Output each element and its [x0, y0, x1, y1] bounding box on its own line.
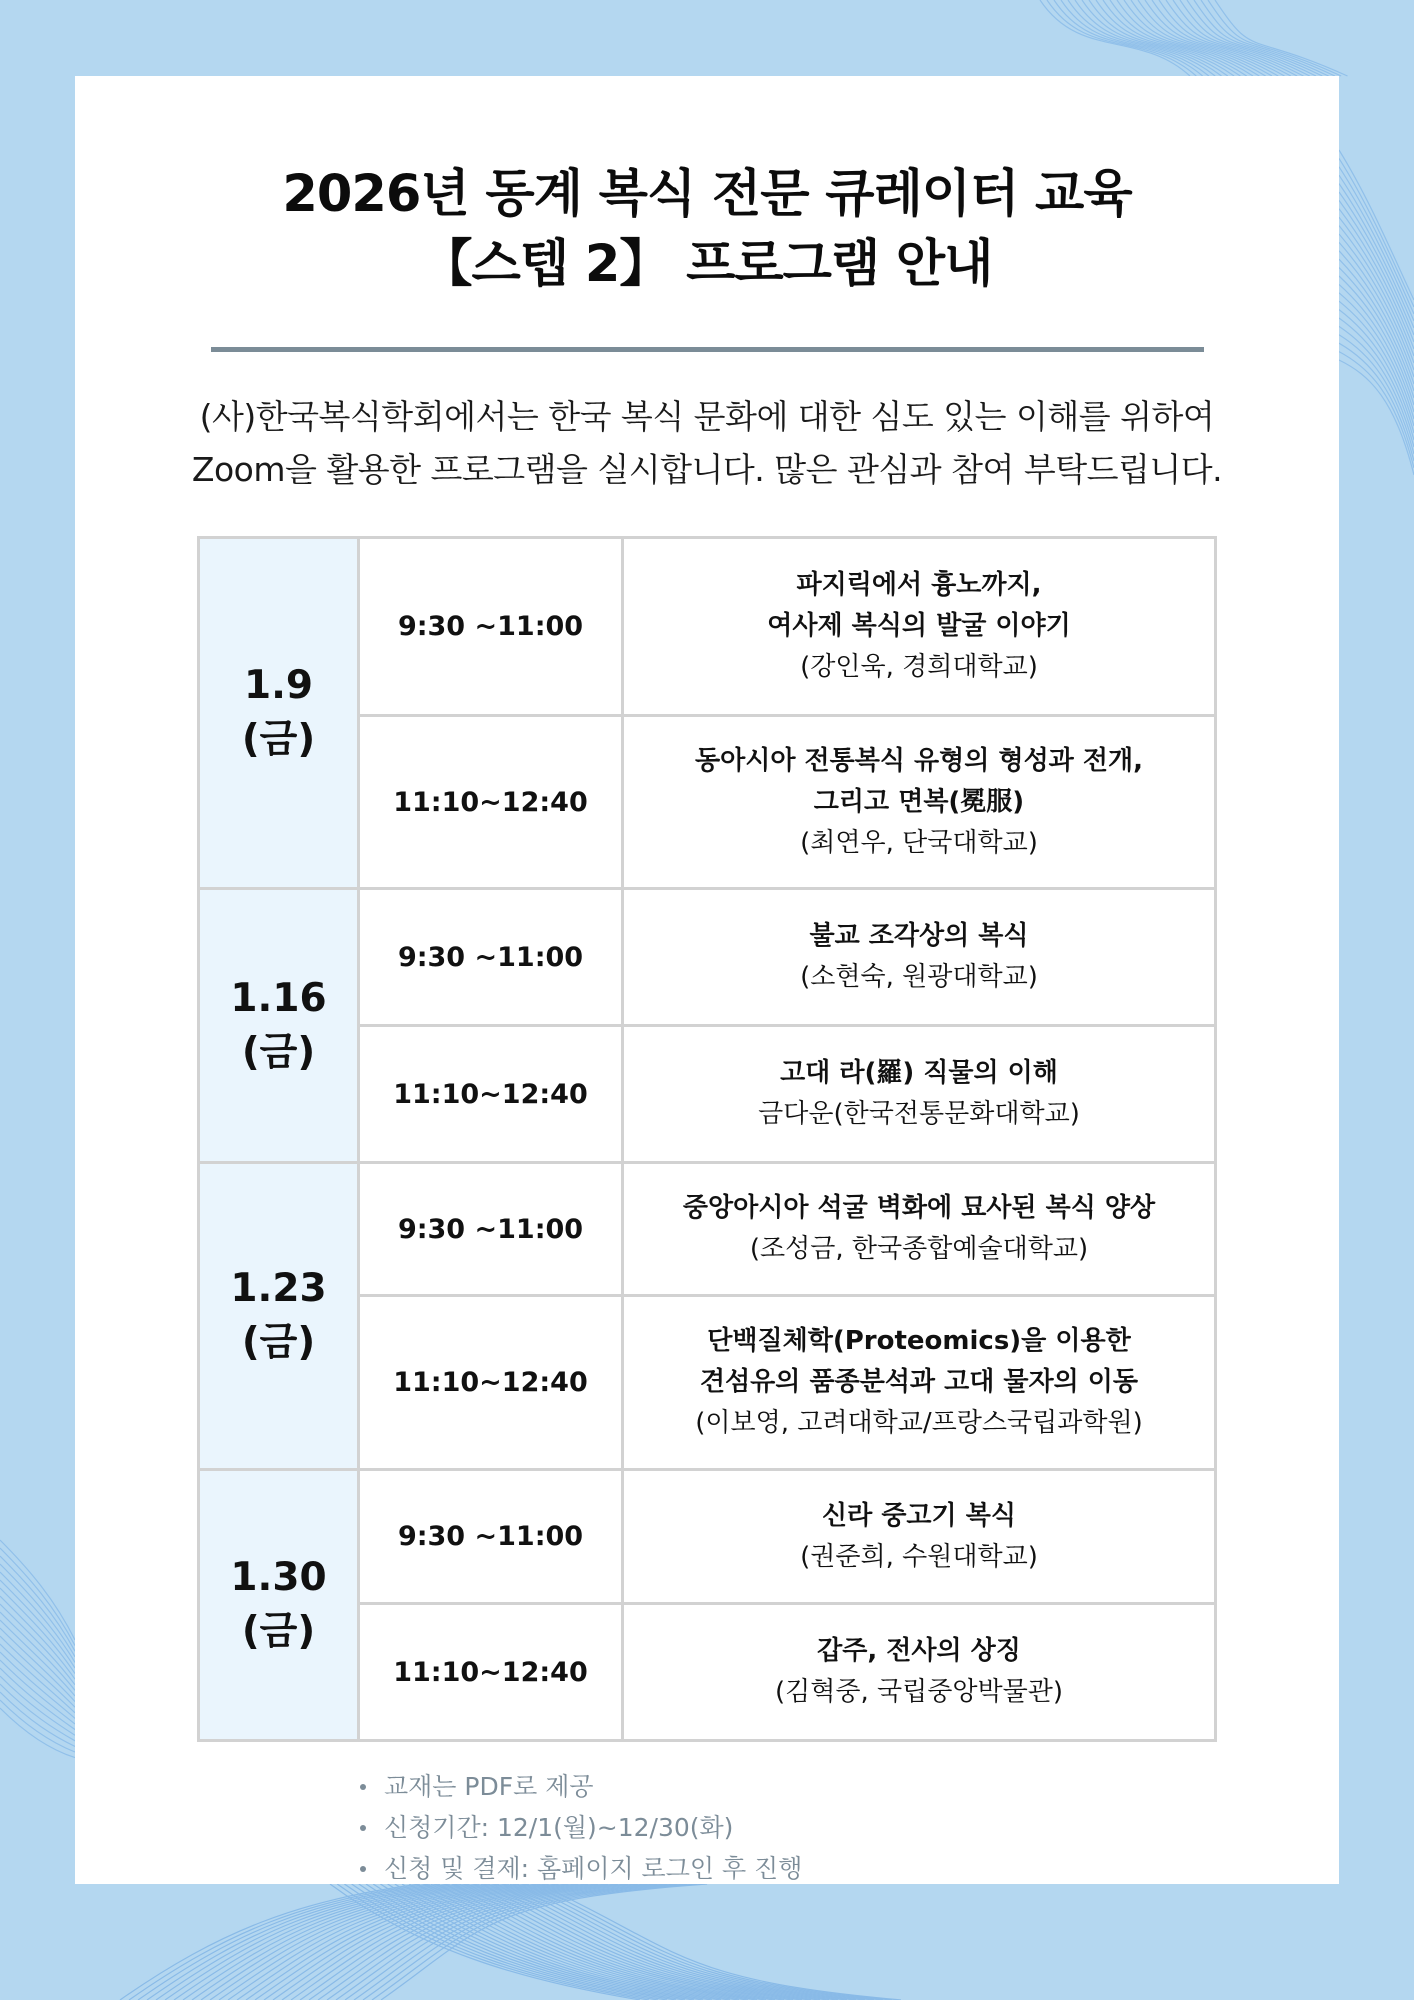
- speaker: (강인욱, 경희대학교): [800, 652, 1038, 682]
- title-line-2: 【스텝 2】 프로그램 안내: [421, 235, 993, 294]
- date-label: 1.30: [230, 1555, 327, 1600]
- table-row: [199, 889, 1216, 1026]
- schedule-table: [197, 536, 1217, 1742]
- time-cell: 9:30 ~11:00: [359, 1470, 623, 1604]
- time-cell: 9:30 ~11:00: [359, 889, 623, 1026]
- time-cell: 11:10~12:40: [359, 716, 623, 889]
- list-item: 신청 및 결제: 홈페이지 로그인 후 진행: [352, 1848, 802, 1889]
- lecture-title: 견섬유의 품종분석과 고대 물자의 이동: [699, 1367, 1139, 1397]
- speaker: (권준희, 수원대학교): [800, 1541, 1038, 1572]
- speaker: (김혁중, 국립중앙박물관): [775, 1677, 1063, 1707]
- topic-cell: [623, 1470, 1216, 1604]
- title-divider: [211, 347, 1204, 352]
- time-cell: 11:10~12:40: [359, 1604, 623, 1741]
- wave-line: [0, 1676, 75, 1735]
- table-row: [199, 538, 1216, 716]
- speaker: (조성금, 한국종합예술대학교): [749, 1234, 1089, 1264]
- topic-cell: [623, 1296, 1216, 1470]
- speaker: (소현숙, 원광대학교): [800, 962, 1038, 992]
- wave-line: [0, 1700, 75, 1752]
- wave-line: [0, 1564, 75, 1657]
- intro-text: [0, 390, 1414, 496]
- lecture-title: 신라 중고기 복식: [822, 1500, 1016, 1531]
- list-item: 신청기간: 12/1(월)~12/30(화): [352, 1807, 802, 1848]
- topic-cell: [623, 1604, 1216, 1741]
- lecture-title: 여사제 복식의 발굴 이야기: [767, 611, 1071, 641]
- notes-list: [352, 1766, 802, 1889]
- topic-cell: [623, 1163, 1216, 1296]
- day-label: (금): [241, 1320, 316, 1365]
- list-item: 교재는 PDF로 제공: [352, 1766, 802, 1807]
- topic-cell: [623, 889, 1216, 1026]
- date-label: 1.23: [230, 1266, 327, 1311]
- day-label: (금): [241, 1029, 316, 1075]
- topic-cell: [623, 1026, 1216, 1163]
- date-cell: [199, 1470, 359, 1741]
- table-row: [199, 1470, 1216, 1604]
- topic-cell: [623, 716, 1216, 889]
- date-cell: [199, 538, 359, 889]
- time-cell: 11:10~12:40: [359, 1026, 623, 1163]
- intro-line-1: (사)한국복식학회에서는 한국 복식 문화에 대한 심도 있는 이해를 위하여: [199, 397, 1215, 436]
- speaker: 금다운(한국전통문화대학교): [758, 1099, 1080, 1129]
- lecture-title: 파지릭에서 흉노까지,: [796, 570, 1042, 600]
- lecture-title: 불교 조각상의 복식: [809, 921, 1029, 951]
- day-label: (금): [241, 717, 316, 762]
- time-cell: 9:30 ~11:00: [359, 538, 623, 716]
- poster-title: [0, 160, 1414, 300]
- time-cell: 11:10~12:40: [359, 1296, 623, 1470]
- date-label: 1.16: [230, 975, 327, 1021]
- day-label: (금): [241, 1609, 316, 1654]
- date-cell: [199, 889, 359, 1163]
- lecture-title: 갑주, 전사의 상징: [817, 1636, 1021, 1666]
- lecture-title: 단백질체학(Proteomics)을 이용한: [707, 1326, 1131, 1356]
- lecture-title: 고대 라(羅) 직물의 이해: [780, 1058, 1058, 1088]
- table-row: [199, 1163, 1216, 1296]
- wave-line: [156, 1884, 460, 2000]
- intro-line-2: Zoom을 활용한 프로그램을 실시합니다. 많은 관심과 참여 부탁드립니다.: [191, 450, 1223, 489]
- lecture-title: 그리고 면복(冕服): [813, 786, 1025, 817]
- speaker: (이보영, 고려대학교/프랑스국립과학원): [695, 1408, 1143, 1438]
- lecture-title: 중앙아시아 석굴 벽화에 묘사된 복식 양상: [682, 1193, 1156, 1223]
- topic-cell: [623, 538, 1216, 716]
- time-cell: 9:30 ~11:00: [359, 1163, 623, 1296]
- title-line-1: 2026년 동계 복식 전문 큐레이터 교육: [282, 165, 1132, 224]
- lecture-title: 동아시아 전통복식 유형의 형성과 전개,: [695, 745, 1143, 776]
- speaker: (최연우, 단국대학교): [800, 827, 1038, 858]
- date-label: 1.9: [243, 663, 314, 708]
- date-cell: [199, 1163, 359, 1470]
